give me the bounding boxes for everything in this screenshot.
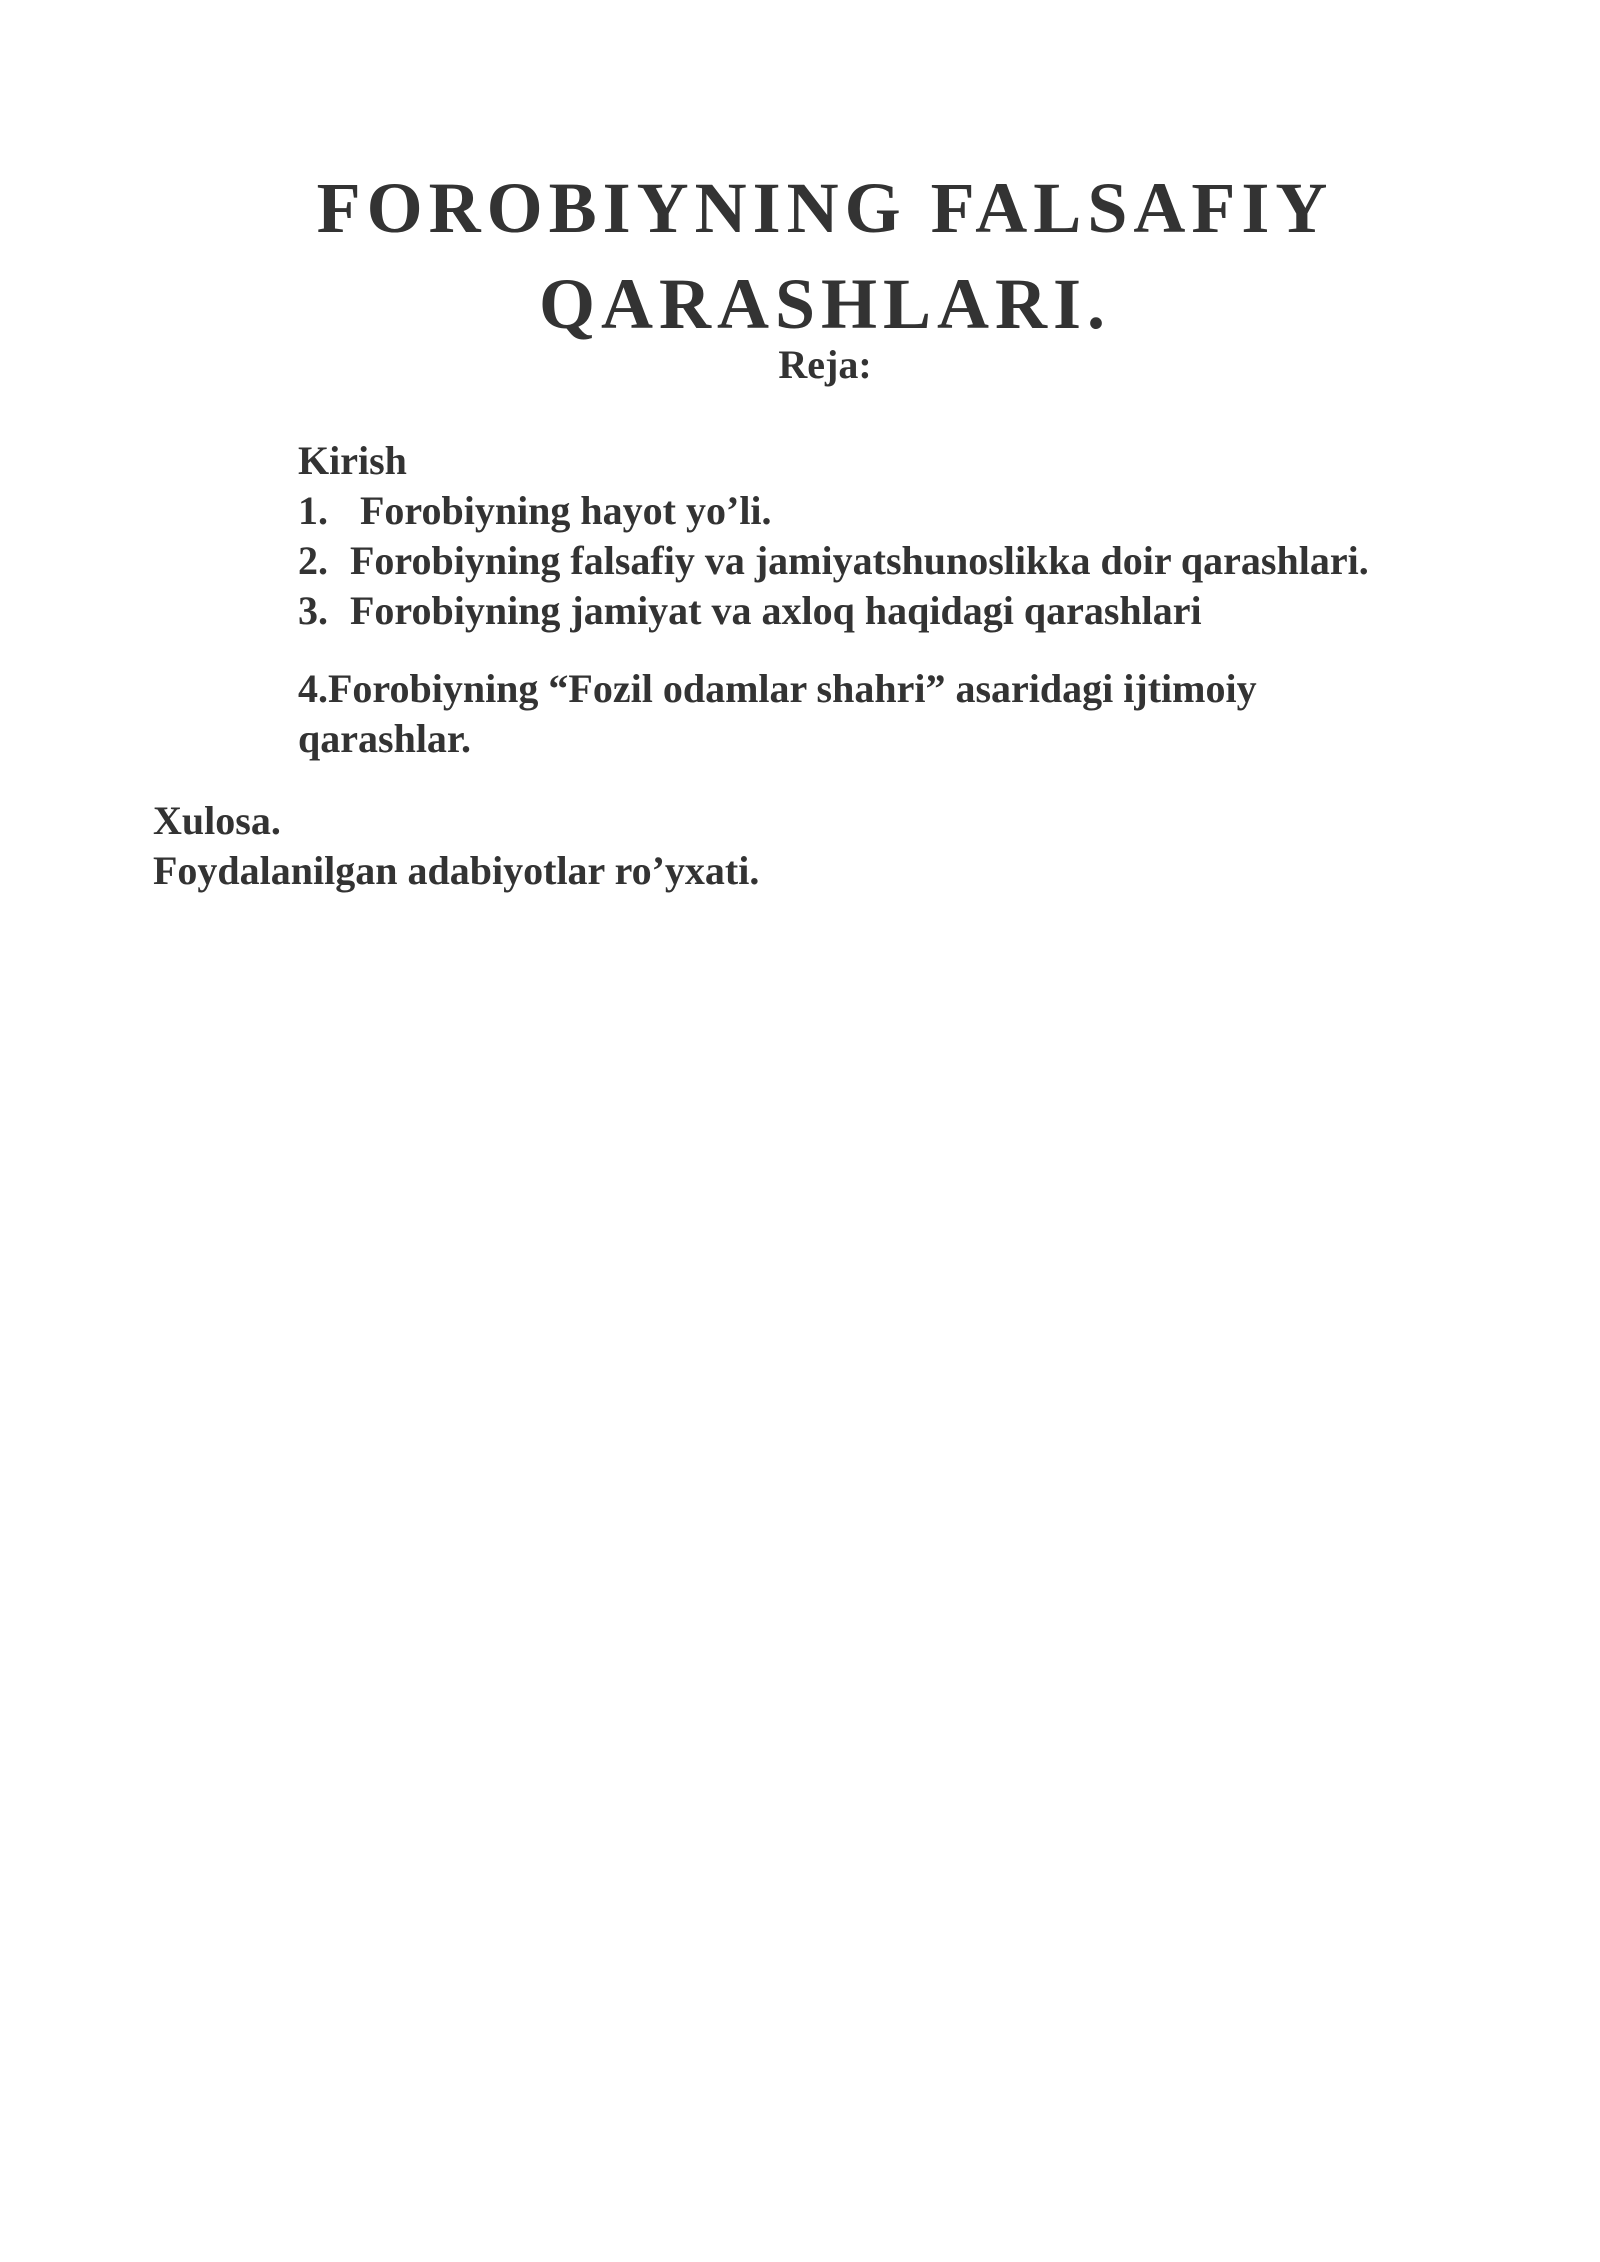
document-title (0, 160, 1600, 352)
closing-section (153, 796, 759, 896)
title-line-1: FOROBIYNING FALSAFIY (316, 168, 1334, 248)
plan-item (298, 486, 1558, 536)
references-line: Foydalanilgan adabiyotlar ro’yxati. (153, 848, 760, 893)
conclusion-line: Xulosa. (153, 798, 281, 843)
plan-item-text: Forobiyning jamiyat va axloq haqidagi qarashlari (350, 588, 1202, 633)
plan-item-number: 2. (298, 538, 328, 583)
plan-heading: Reja: (778, 342, 872, 387)
plan-item (298, 536, 1558, 586)
title-line-2: QARASHLARI. (538, 264, 1112, 344)
plan-item-number: 3. (298, 588, 328, 633)
plan-item (298, 586, 1558, 636)
plan-item-text: Forobiyning hayot yo’li. (360, 488, 772, 533)
plan-list (298, 436, 1558, 764)
plan-item-4: 4.Forobiyning “Fozil odamlar shahri” asaridagi ijtimoiy qarashlar. (298, 666, 1257, 761)
plan-item-text: Forobiyning falsafiy va jamiyatshunoslikka doir qarashlari. (350, 538, 1369, 583)
plan-intro: Kirish (298, 438, 407, 483)
plan-item-number: 1. (298, 488, 328, 533)
